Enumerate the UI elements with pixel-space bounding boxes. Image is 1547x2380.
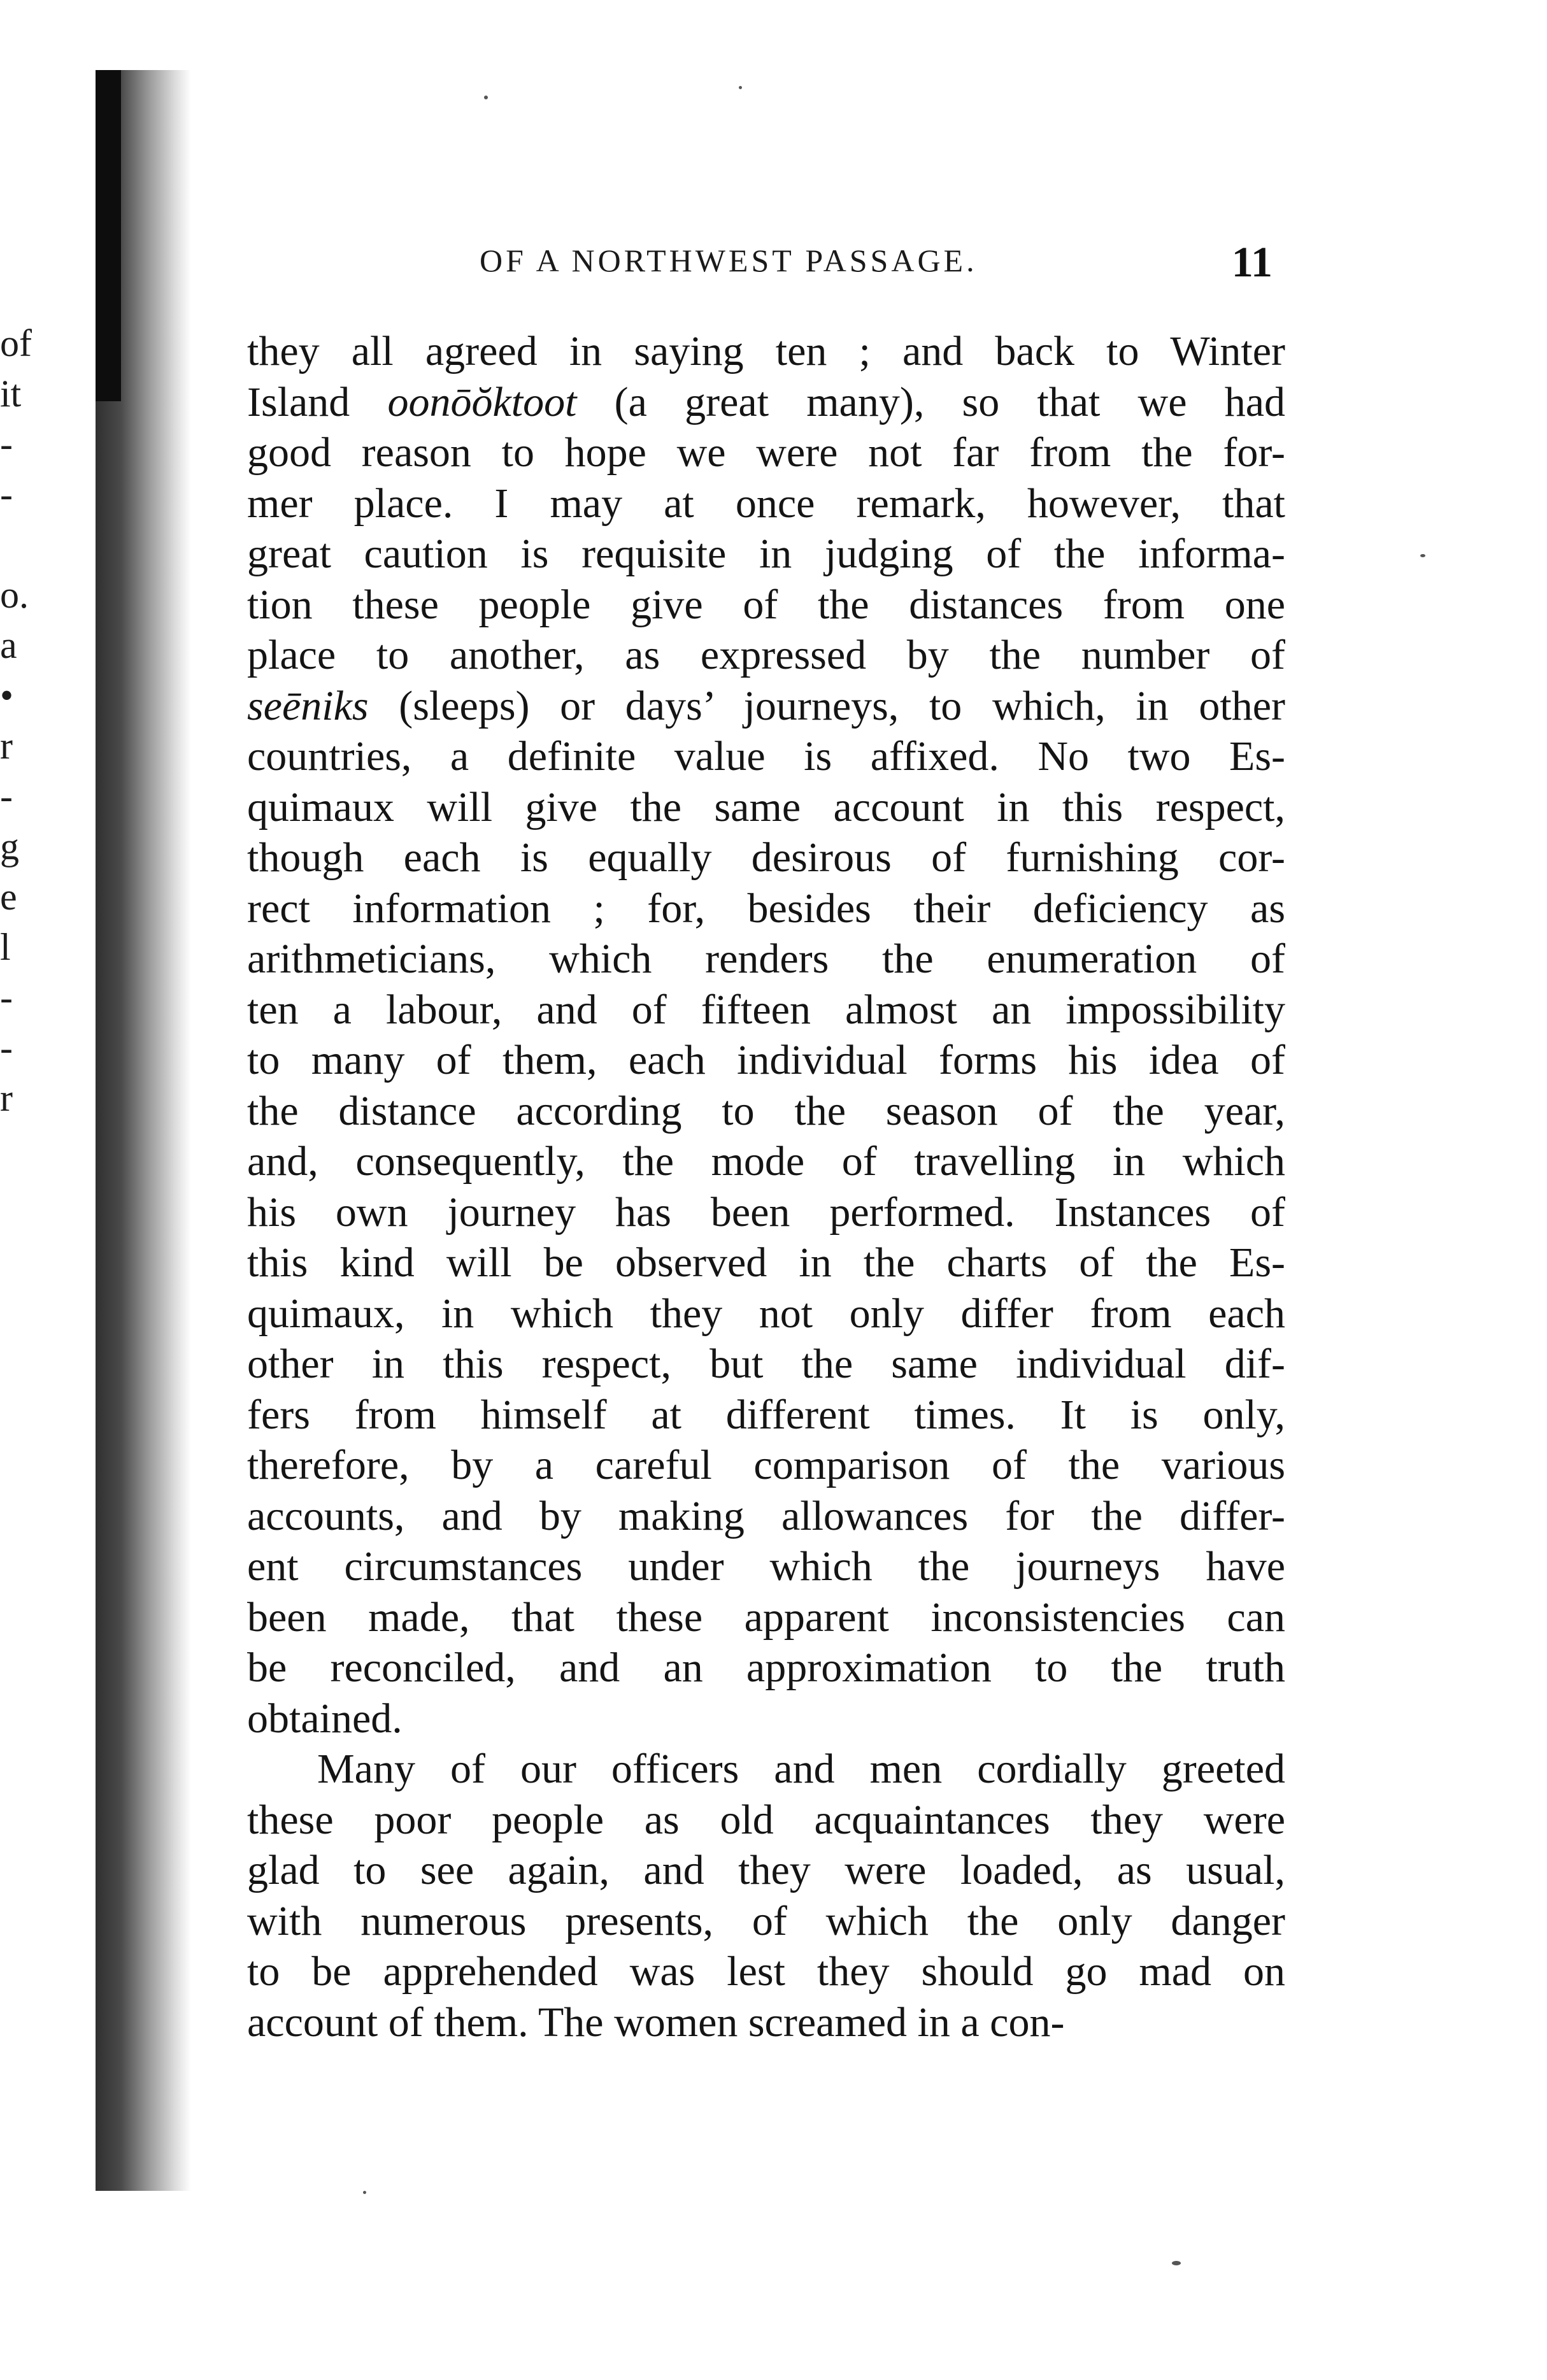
text-line: great caution is requisite in judging of the informa- <box>247 531 1285 577</box>
text-line: place to another, as expressed by the number of <box>247 632 1285 678</box>
page-number: 11 <box>1231 238 1273 286</box>
text-line: obtained. <box>247 1695 403 1742</box>
text-line: arithmeticians, which renders the enumeration of <box>247 936 1285 982</box>
text-line: to many of them, each individual forms his idea of <box>247 1037 1285 1083</box>
facing-page-letter: - <box>0 775 13 817</box>
text-line: Many of our officers and men cordially greeted <box>317 1746 1285 1792</box>
facing-page-letter: r <box>0 1077 13 1119</box>
scan-speck <box>363 2191 366 2194</box>
text-line: be reconciled, and an approximation to the truth <box>247 1644 1285 1691</box>
italic-term: seēniks <box>247 682 369 729</box>
facing-page-letter: - <box>0 423 13 465</box>
text-line <box>247 377 1285 428</box>
text-line: been made, that these apparent inconsistencies can <box>247 1593 1285 1641</box>
text-line <box>247 681 1285 732</box>
facing-page-letter: - <box>0 976 13 1018</box>
italic-term: oonōŏktoot <box>387 378 577 425</box>
facing-page-letter: o. <box>0 574 29 616</box>
facing-page-letter: - <box>0 1027 13 1069</box>
text-line: good reason to hope we were not far from the for- <box>247 429 1285 476</box>
facing-page-fragments <box>0 318 38 1123</box>
text-line: accounts, and by making allowances for the differ- <box>247 1492 1285 1539</box>
facing-page-letter: it <box>0 373 22 415</box>
facing-page-letter: r <box>0 725 13 767</box>
binding-edge <box>96 70 121 401</box>
text-line: fers from himself at different times. It is only, <box>247 1391 1285 1438</box>
body-text <box>247 326 1285 2048</box>
text-line: other in this respect, but the same individual dif- <box>247 1341 1285 1387</box>
text-line: quimaux will give the same account in this respect, <box>247 783 1285 830</box>
text-line: mer place. I may at once remark, however, that <box>247 480 1285 527</box>
text-line: ent circumstances under which the journeys have <box>247 1543 1285 1590</box>
facing-page-letter <box>0 520 38 570</box>
text-line: ten a labour, and of fifteen almost an impossibility <box>247 986 1285 1033</box>
facing-page-letter: - <box>0 473 13 515</box>
scan-speck <box>484 96 488 99</box>
running-title: OF A NORTHWEST PASSAGE. <box>480 243 978 278</box>
text-line: to be apprehended was lest they should go mad on <box>247 1948 1285 1995</box>
scan-speck <box>1420 554 1425 557</box>
facing-page-letter: e <box>0 876 17 918</box>
book-page <box>247 237 1285 2046</box>
scan-speck <box>739 86 742 89</box>
text-line: with numerous presents, of which the only danger <box>247 1897 1285 1944</box>
facing-page-letter: • <box>0 674 14 716</box>
text-line: account of them. The women screamed in a con- <box>247 1999 1065 2046</box>
text-segment: (a great many), so that we had <box>576 378 1285 425</box>
text-line: glad to see again, and they were loaded, as usual, <box>247 1847 1285 1893</box>
facing-page-letter: g <box>0 825 19 867</box>
text-line: the distance according to the season of the year, <box>247 1087 1285 1134</box>
facing-page-letter: a <box>0 624 17 666</box>
text-line: they all agreed in saying ten ; and back to Winter <box>247 328 1285 374</box>
text-line: tion these people give of the distances from one <box>247 581 1285 628</box>
text-line: therefore, by a careful comparison of the various <box>247 1442 1285 1488</box>
text-line: countries, a definite value is affixed. No two Es- <box>247 733 1285 780</box>
text-line: this kind will be observed in the charts of the Es- <box>247 1239 1285 1286</box>
text-line: these poor people as old acquaintances they were <box>247 1796 1285 1843</box>
text-segment: (sleeps) or days’ journeys, to which, in other <box>368 682 1285 729</box>
text-line: rect information ; for, besides their deficiency as <box>247 885 1285 932</box>
text-line: quimaux, in which they not only differ from each <box>247 1290 1285 1337</box>
text-line: his own journey has been performed. Instances of <box>247 1188 1285 1236</box>
scan-speck <box>1172 2261 1181 2265</box>
paragraph-1 <box>247 326 1285 1744</box>
facing-page-letter: l <box>0 926 11 968</box>
running-head <box>247 237 1285 288</box>
paragraph-2 <box>247 1744 1285 2048</box>
text-segment: Island <box>247 378 388 425</box>
text-line: though each is equally desirous of furnishing cor- <box>247 834 1285 881</box>
text-line: and, consequently, the mode of travelling in which <box>247 1138 1285 1185</box>
facing-page-letter: of <box>0 322 32 364</box>
